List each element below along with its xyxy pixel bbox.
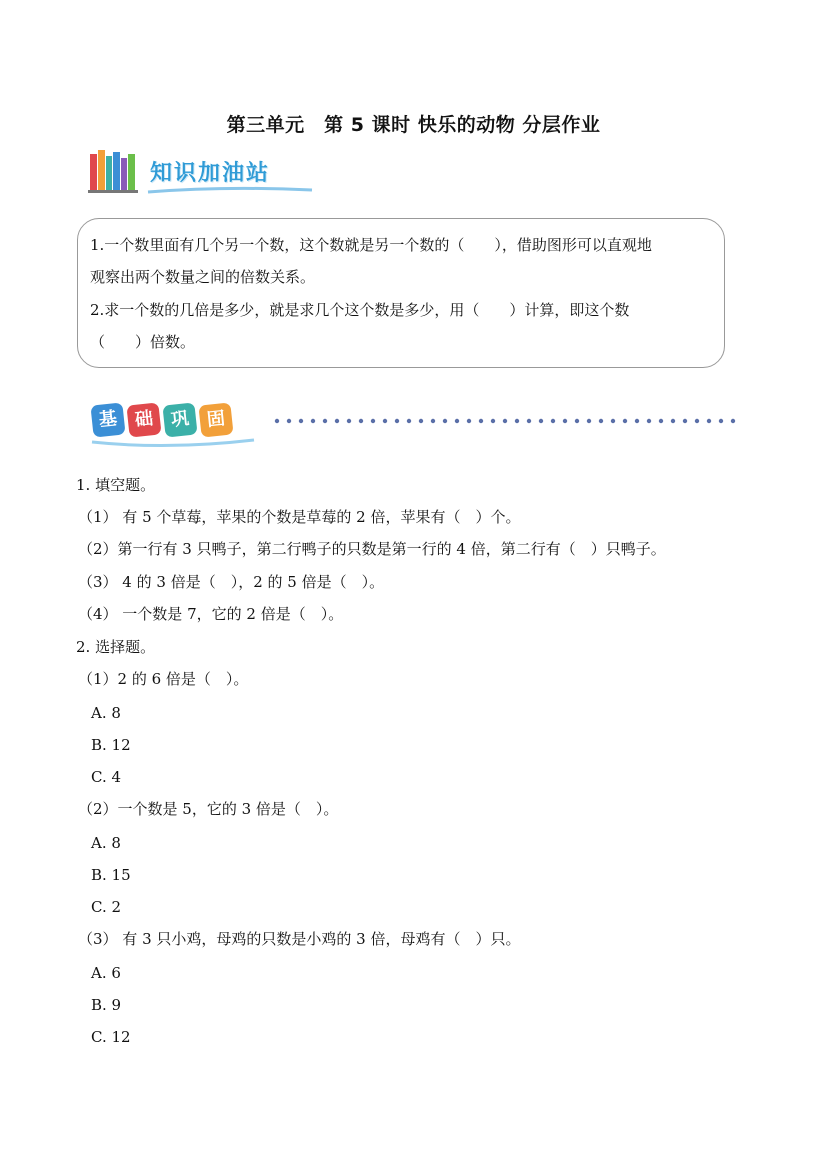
- option: A. 6: [91, 964, 121, 982]
- knowledge-line: （ ）倍数。: [90, 333, 196, 351]
- divider-dot: [479, 419, 483, 423]
- option: C. 4: [91, 768, 122, 786]
- divider-dot: [515, 419, 519, 423]
- divider-dot: [719, 419, 723, 423]
- question-item: （4） 一个数是 7，它的 2 倍是（ ）。: [78, 605, 344, 623]
- divider-dot: [455, 419, 459, 423]
- page-title: 第三单元 第 5 课时 快乐的动物 分层作业: [226, 114, 601, 136]
- divider-dot: [491, 419, 495, 423]
- divider-dot: [635, 419, 639, 423]
- knowledge-box: [77, 218, 725, 368]
- divider-dot: [287, 419, 291, 423]
- question-item: （2）第一行有 3 只鸭子，第二行鸭子的只数是第一行的 4 倍，第二行有（ ）只鸭子。: [78, 540, 666, 558]
- option: B. 12: [91, 736, 131, 754]
- divider-dot: [443, 419, 447, 423]
- knowledge-line: 1.一个数里面有几个另一个数，这个数就是另一个数的（ ），借助图形可以直观地: [90, 236, 652, 254]
- divider-dot: [299, 419, 303, 423]
- divider-dot: [359, 419, 363, 423]
- divider-dot: [275, 419, 279, 423]
- divider-dot: [503, 419, 507, 423]
- badge-char: 固: [198, 402, 233, 437]
- option: C. 2: [91, 898, 122, 916]
- divider-dot: [611, 419, 615, 423]
- divider-dot: [527, 419, 531, 423]
- divider-dot: [731, 419, 735, 423]
- divider-dot: [335, 419, 339, 423]
- option: C. 12: [91, 1028, 131, 1046]
- question-heading: 2. 选择题。: [76, 638, 156, 656]
- divider-dot: [407, 419, 411, 423]
- divider-dot: [671, 419, 675, 423]
- option: B. 9: [91, 996, 122, 1014]
- basics-banner: [88, 398, 748, 450]
- question-stem: （3） 有 3 只小鸡，母鸡的只数是小鸡的 3 倍，母鸡有（ ）只。: [78, 930, 521, 948]
- divider-dot: [623, 419, 627, 423]
- knowledge-banner-title: 知识加油站: [150, 161, 271, 186]
- banner-underline: [146, 184, 316, 198]
- divider-dot: [587, 419, 591, 423]
- badge-char: 巩: [162, 402, 197, 437]
- divider-dot: [383, 419, 387, 423]
- badge-char: 础: [126, 402, 161, 437]
- divider-dot: [539, 419, 543, 423]
- divider-dot: [599, 419, 603, 423]
- books-icon: [88, 148, 148, 194]
- question-stem: （1）2 的 6 倍是（ ）。: [78, 670, 249, 688]
- divider-dot: [707, 419, 711, 423]
- knowledge-line: 观察出两个数量之间的倍数关系。: [90, 268, 316, 286]
- divider-dot: [371, 419, 375, 423]
- question-item: （1） 有 5 个草莓，苹果的个数是草莓的 2 倍，苹果有（ ）个。: [78, 508, 521, 526]
- divider-dot: [659, 419, 663, 423]
- knowledge-line: 2.求一个数的几倍是多少，就是求几个这个数是多少，用（ ）计算，即这个数: [90, 301, 630, 319]
- option: A. 8: [91, 834, 121, 852]
- divider-dot: [683, 419, 687, 423]
- divider-dot: [419, 419, 423, 423]
- divider-dot: [563, 419, 567, 423]
- dotted-divider: [273, 417, 743, 425]
- knowledge-banner: [88, 148, 318, 198]
- divider-dot: [695, 419, 699, 423]
- divider-dot: [323, 419, 327, 423]
- divider-dot: [311, 419, 315, 423]
- divider-dot: [431, 419, 435, 423]
- divider-dot: [467, 419, 471, 423]
- divider-dot: [395, 419, 399, 423]
- option: B. 15: [91, 866, 131, 884]
- divider-dot: [551, 419, 555, 423]
- divider-dot: [647, 419, 651, 423]
- question-stem: （2）一个数是 5，它的 3 倍是（ ）。: [78, 800, 339, 818]
- question-item: （3） 4 的 3 倍是（ ），2 的 5 倍是（ ）。: [78, 573, 385, 591]
- divider-dot: [575, 419, 579, 423]
- divider-dot: [347, 419, 351, 423]
- option: A. 8: [91, 704, 121, 722]
- banner-swoosh: [88, 436, 258, 450]
- question-heading: 1. 填空题。: [76, 476, 156, 494]
- badge-char: 基: [90, 402, 125, 437]
